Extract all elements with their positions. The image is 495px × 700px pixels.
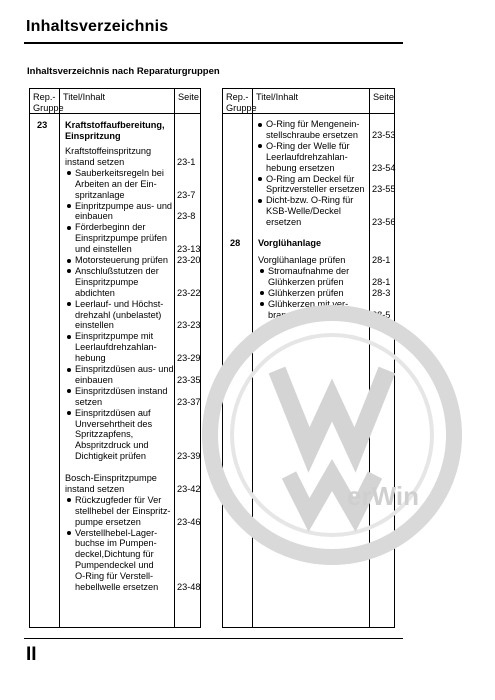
bullet-icon <box>67 498 71 502</box>
entry-text: stellschraube ersetzen <box>266 129 358 140</box>
bullet-icon <box>67 411 71 415</box>
entry-page: 23-8 <box>177 211 196 222</box>
entry-text: instand setzen <box>65 156 125 167</box>
entry-page: 23-48 <box>177 582 201 592</box>
entry-page: 28-5 <box>372 309 391 320</box>
entry-page: 23-7 <box>177 189 196 200</box>
page-number: II <box>26 644 37 665</box>
entry-text: Arbeiten an der Ein- <box>75 178 157 189</box>
entry-text: Spritzversteller ersetzen <box>266 184 365 195</box>
entry-text: Stromaufnahme der <box>268 265 350 276</box>
bullet-icon <box>258 177 262 181</box>
entry-text: hebung ersetzen <box>266 162 335 173</box>
entry-page: 23-56 <box>372 217 396 228</box>
page-title: Inhaltsverzeichnis <box>26 18 169 35</box>
entry-page: 23-13 <box>177 244 201 255</box>
entry-page: 28-1 <box>372 276 391 287</box>
entry-text: pumpe ersetzen <box>75 516 141 527</box>
entry-page: 23-1 <box>177 156 196 167</box>
table-left <box>29 88 201 628</box>
entry-text: Verstellhebel-Lager- <box>75 527 158 538</box>
entry-text: Dicht-bzw. O-Ring für <box>266 195 354 206</box>
entry-text: hebung <box>75 353 106 364</box>
bullet-icon <box>67 389 71 393</box>
bullet-icon <box>67 269 71 273</box>
bullet-icon <box>260 291 264 295</box>
entry-page: 23-23 <box>177 320 201 331</box>
header-gruppe: Rep.- Gruppe <box>226 92 257 113</box>
entry-text: Einspritzpumpe mit <box>75 331 154 342</box>
entry-page: 23-20 <box>177 255 201 265</box>
bullet-icon <box>258 123 262 127</box>
entry-text: Dichtigkeit prüfen <box>75 451 146 462</box>
bullet-icon <box>260 302 264 306</box>
bullet-icon <box>67 368 71 372</box>
entry-text: Glühkerzen prüfen <box>268 276 344 287</box>
entry-text: Abspritzdruck und <box>75 440 149 451</box>
entry-text: Glühkerzen mit ver- <box>268 298 349 309</box>
entry-text: O-Ring für Mengenein- <box>266 119 360 129</box>
entry-page: 23-22 <box>177 287 201 298</box>
entry-page: 23-29 <box>177 353 201 364</box>
bullet-icon <box>67 531 71 535</box>
bottom-rule <box>24 638 403 639</box>
entry-text: Rückzugfeder für Ver <box>75 494 162 505</box>
entry-page: 23-37 <box>177 396 201 407</box>
entry-text: Leerlaufdrehzahlan- <box>266 151 348 162</box>
bullet-icon <box>67 302 71 306</box>
entry-page: 23-53 <box>372 129 396 140</box>
bullet-icon <box>67 226 71 230</box>
entry-text: einbauen <box>75 374 113 385</box>
entry-text: O-Ring der Welle für <box>266 140 350 151</box>
watermark-text: erWin <box>347 481 419 511</box>
group-number: 28 <box>230 238 241 248</box>
header-titel: Titel/Inhalt <box>63 92 106 102</box>
entry-text: instand setzen <box>65 483 125 494</box>
group-title: Kraftstoffaufbereitung, Einspritzung <box>65 120 165 141</box>
entry-text: Einspritzpumpe <box>75 276 139 287</box>
entry-text: und einstellen <box>75 244 132 255</box>
entry-text: Glühkerzen prüfen <box>268 287 344 298</box>
entry-text: spritzanlage <box>75 189 125 200</box>
bullet-icon <box>258 199 262 203</box>
entry-text: O-Ring am Deckel für <box>266 173 355 184</box>
entry-text: drehzahl (unbelastet) <box>75 309 162 320</box>
entry-text: Vorglühanlage prüfen <box>258 255 346 265</box>
entry-text: O-Ring für Verstell- <box>75 571 154 582</box>
entry-page: 23-46 <box>177 516 201 527</box>
bullet-icon <box>67 335 71 339</box>
entry-text: einbauen <box>75 211 113 222</box>
bullet-icon <box>260 269 264 273</box>
entry-text: Einspritzpumpe prüfen <box>75 233 167 244</box>
entry-page: 23-35 <box>177 374 201 385</box>
entry-page: 23-54 <box>372 162 396 173</box>
entry-page: 23-55 <box>372 184 396 195</box>
bullet-icon <box>67 171 71 175</box>
entry-text: Bosch-Einspritzpumpe <box>65 473 157 483</box>
entry-text: Leerlaufdrehzahlan- <box>75 342 157 353</box>
header-titel: Titel/Inhalt <box>256 92 299 102</box>
bullet-icon <box>258 144 262 148</box>
entry-text: deckel,Dichtung für <box>75 549 154 560</box>
subtitle: Inhaltsverzeichnis nach Reparaturgruppen <box>27 66 220 77</box>
entry-text: buchse im Pumpen- <box>75 538 157 549</box>
entry-text: KSB-Welle/Deckel <box>266 206 341 217</box>
entry-text: Leerlauf- und Höchst- <box>75 298 164 309</box>
bullet-icon <box>67 259 71 263</box>
entry-text: Anschlußstutzen der <box>75 265 159 276</box>
entry-text: Einspritzdüsen aus- und <box>75 364 174 374</box>
entry-text: setzen <box>75 396 103 407</box>
entry-text: einstellen <box>75 320 114 331</box>
entry-page: 23-42 <box>177 483 201 494</box>
entry-text: abdichten <box>75 287 115 298</box>
table-right <box>222 88 395 628</box>
entry-text: brannten Glühstiften <box>268 309 351 320</box>
entry-text: Einspritzdüsen auf <box>75 407 151 418</box>
entry-text: hebellwelle ersetzen <box>75 582 159 592</box>
header-seite: Seite <box>373 92 394 102</box>
group-title: Vorglühanlage <box>258 238 322 248</box>
header-gruppe: Rep.- Gruppe <box>33 92 64 113</box>
bullet-icon <box>67 204 71 208</box>
entry-text: ersetzen <box>266 217 302 228</box>
entry-text: Sauberkeitsregeln bei <box>75 167 164 178</box>
entry-text: stellhebel der Einspritz- <box>75 505 171 516</box>
top-rule <box>24 42 403 44</box>
entry-text: Motorsteuerung prüfen <box>75 255 168 265</box>
header-seite: Seite <box>178 92 199 102</box>
entry-text: Spritzzapfens, <box>75 429 134 440</box>
entry-page: 28-3 <box>372 287 391 298</box>
entry-page: 23-39 <box>177 451 201 462</box>
entry-text: Unversehrtheit des <box>75 418 153 429</box>
entry-text: Kraftstoffeinspritzung <box>65 146 152 156</box>
entry-text: Förderbeginn der <box>75 222 146 233</box>
group-number: 23 <box>37 120 48 130</box>
entry-text: Pumpendeckel und <box>75 560 154 571</box>
entry-text: Einpritzpumpe aus- und <box>75 200 173 211</box>
entry-page: 28-1 <box>372 255 391 265</box>
entry-text: Einspritzdüsen instand <box>75 385 168 396</box>
